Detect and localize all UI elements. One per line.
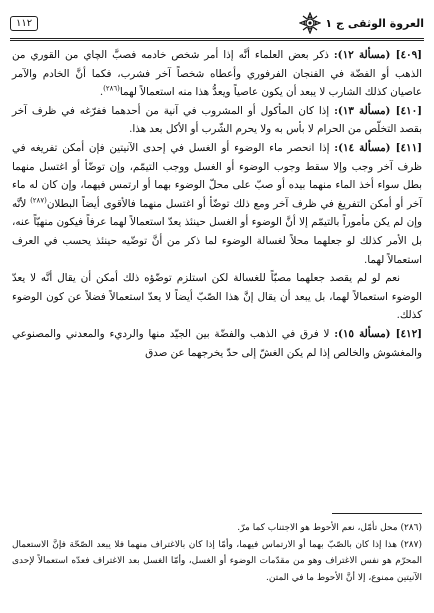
paragraph-tail: لأنَّه وإن لم يكن مأموراً بالتيمّم إلا أنَّ الوضوء أو الغسل حينئذ يعدّ استعمالاً لهما عرفاً فيكون منهيّاً عنه، بل الأمر كذلك لو جعلهما محلاً لغسالة الوضوء لما ذكر من أنَّ توضّيه حينئذ يحسب في العرف استعمالاً لهما. xyxy=(12,197,422,266)
header-rule-second xyxy=(10,40,424,41)
paragraph-text: إذا انحصر ماء الوضوء أو الغسل في إحدى الآنيتين فإن أمكن تفريغه في ظرف آخر وجب وإلا سقط وجوب الوضوء أو الغسل ووجب التيمّم، وإن توضّأ أو اغتسل منهما بطل سواء أخذ الماء منهما بيده أو صبّ على محلّ الوضوء بهما أو ارتمس فيهما، وإن كان له ماء آخر أو أمكن التفريغ في ظرف آخر ومع ذلك توضّأ أو اغتسل منهما فالأقوى أيضاً البطلان xyxy=(12,141,422,210)
paragraph-text: لا فرق في الذهب والفضّة بين الجيّد منها والرديء والمعدني والمصنوعي والمغشوش والخالص إذا لم يكن الغشّ إلى حدّ يخرجهما عن صدق xyxy=(12,327,422,359)
footnote-separator xyxy=(332,513,422,514)
footnote-287: (٢٨٧) هذا إذا كان بالصّبّ بهما أو الارتماس فيهما، وأمّا إذا كان بالاغتراف منهما فلا يبعد الصّحّة فإنَّ الاستعمال المحرّم هو نفس الاغتراف وهو من مقدّمات الوضوء أو الغسل، وأمّا الغسل بعد الاغتراف فعدّه استعمالاً لإحدى الآنيتين ممنوع، إلا أنَّ الأحوط ما في المتن. xyxy=(12,539,422,583)
footnote-286: (٢٨٦) محل تأمّل، نعم الأحوط هو الاجتناب كما مرّ. xyxy=(237,523,422,533)
paragraph-tail: . xyxy=(99,86,104,99)
paragraph-text: نعم لو لم يقصد جعلهما مصبّاً للغسالة لكن استلزم توضّؤه ذلك أمكن أن يقال أنَّه لا يعدّ الوضوء استعمالاً لهما، بل يبعد أن يقال إنَّ هذا الصّبّ أيضاً لا يعدّ استعمالاً فضلاً عن كون الوضوء كذلك. xyxy=(12,272,422,322)
issue-marker: [٤١٢] (مسألة ١٥): xyxy=(334,327,422,340)
footnote-ref[interactable]: (٢٨٦) xyxy=(103,84,120,93)
header-title-group xyxy=(299,12,424,34)
paragraph-412 xyxy=(12,325,422,362)
paragraph-text: إذا كان المأكول أو المشروب في آنية من أحدهما ففرّغه في ظرف آخر بقصد التخلّص من الحرام لا بأس به ولا يحرم الشّرب أو الأكل بعد هذا. xyxy=(12,104,422,136)
footnote-ref[interactable]: (٢٨٧) xyxy=(30,196,47,205)
main-text xyxy=(12,46,422,362)
ornament-icon xyxy=(299,12,321,34)
issue-marker: [٤١١] (مسألة ١٤): xyxy=(334,141,422,154)
running-header xyxy=(10,10,424,36)
paragraph-410 xyxy=(12,102,422,139)
volume-label: ج ١ xyxy=(325,16,344,30)
header-rule xyxy=(10,38,424,39)
paragraph-409 xyxy=(12,46,422,102)
paragraph-411-continued xyxy=(12,269,422,325)
book-title: العروة الوثقى xyxy=(347,16,424,30)
page-number: ١١٢ xyxy=(10,16,38,31)
paragraph-411 xyxy=(12,139,422,269)
footnotes xyxy=(12,520,422,586)
issue-marker: [٤٠٩] (مسألة ١٢): xyxy=(333,49,422,61)
paragraph-text: ذكر بعض العلماء أنَّه إذا أمر شخص خادمه فصبَّ الچاي من القوري من الذهب أو الفضّة في الفنجان الفرفوري وأعطاه شخصاً آخر فشرب، فكما أنَّ الخادم والآمر عاصيان كذلك الشارب لا يبعد أن يكون عاصياً ويعدُّ هذا منه استعمالاً لهما xyxy=(12,49,422,99)
issue-marker: [٤١٠] (مسألة ١٣): xyxy=(334,104,422,117)
